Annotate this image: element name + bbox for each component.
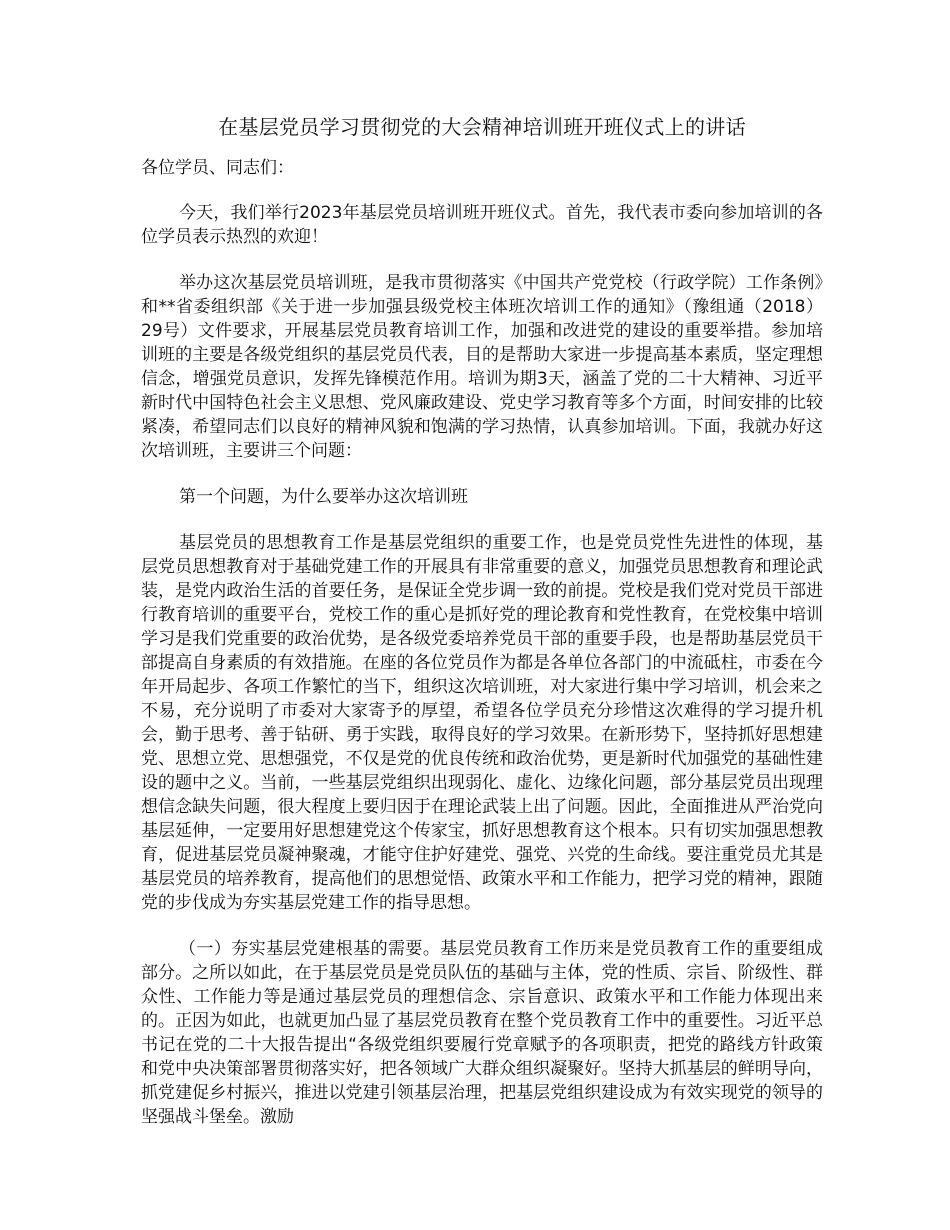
document-title: 在基层党员学习贯彻党的大会精神培训班开班仪式上的讲话 — [218, 115, 746, 139]
paragraph-welcome: 今天，我们举行2023年基层党员培训班开班仪式。首先，我代表市委向参加培训的各位学员表示热烈的欢迎！ — [141, 203, 823, 247]
section-heading-first-question: 第一个问题，为什么要举办这次培训班 — [179, 487, 468, 507]
paragraph-purpose: 举办这次基层党员培训班，是我市贯彻落实《中国共产党党校（行政学院）工作条例》和**省委组织部《关于进一步加强县级党校主体班次培训工作的通知》（豫组通（2018）29号）文件要求，开展基层党员教育培训工作，加强和改进党的建设的重要举措。参加培训班的主要是各级党组织的基层党员代表，目的是帮助大家进一步提高基本素质，坚定理想信念，增强党员意识，发挥先锋模范作用。培训为期3天，涵盖了党的二十大精神、习近平新时代中国特色社会主义思想、党风廉政建设、党史学习教育等多个方面，时间安排的比较紧凑，希望同志们以良好的精神风貌和饱满的学习热情，认真参加培训。下面，我就办好这次培训班，主要讲三个问题： — [141, 273, 823, 461]
paragraph-subsection-one: （一）夯实基层党建根基的需要。基层党员教育工作历来是党员教育工作的重要组成部分。之所以如此，在于基层党员是党员队伍的基础与主体，党的性质、宗旨、阶级性、群众性、工作能力等是通过基层党员的理想信念、宗旨意识、政策水平和工作能力体现出来的。正因为如此，也就更加凸显了基层党员教育在整个党员教育工作中的重要性。习近平总书记在党的二十大报告提出“各级党组织要履行党章赋予的各项职责，把党的路线方针政策和党中央决策部署贯彻落实好，把各领域广大群众组织凝聚好。坚持大抓基层的鲜明导向，抓党建促乡村振兴，推进以党建引领基层治理，把基层党组织建设成为有效实现党的领导的坚强战斗堡垒。激励 — [141, 939, 823, 1127]
paragraph-ideological-education: 基层党员的思想教育工作是基层党组织的重要工作，也是党员党性先进性的体现，基层党员思想教育对于基础党建工作的开展具有非常重要的意义，加强党员思想教育和理论武装，是党内政治生活的首要任务，是保证全党步调一致的前提。党校是我们党对党员干部进行教育培训的重要平台，党校工作的重心是抓好党的理论教育和党性教育，在党校集中培训学习是我们党重要的政治优势，是各级党委培养党员干部的重要手段，也是帮助基层党员干部提高自身素质的有效措施。在座的各位党员作为都是各单位各部门的中流砥柱，市委在今年开局起步、各项工作繁忙的当下，组织这次培训班，对大家进行集中学习培训，机会来之不易，充分说明了市委对大家寄予的厚望，希望各位学员充分珍惜这次难得的学习提升机会，勤于思考、善于钻研、勇于实践，取得良好的学习效果。在新形势下，坚持抓好思想建党、思想立党、思想强党，不仅是党的优良传统和政治优势，更是新时代加强党的基础性建设的题中之义。当前，一些基层党组织出现弱化、虚化、边缘化问题，部分基层党员出现理想信念缺失问题，很大程度上要归因于在理论武装上出了问题。因此，全面推进从严治党向基层延伸，一定要用好思想建党这个传家宝，抓好思想教育这个根本。只有切实加强思想教育，促进基层党员凝神聚魂，才能守住护好建党、强党、兴党的生命线。要注重党员尤其是基层党员的培养教育，提高他们的思想觉悟、政策水平和工作能力，把学习党的精神，跟随党的步伐成为夯实基层党建工作的指导思想。 — [141, 533, 823, 913]
document-page — [141, 112, 823, 1151]
salutation: 各位学员、同志们： — [141, 158, 294, 178]
